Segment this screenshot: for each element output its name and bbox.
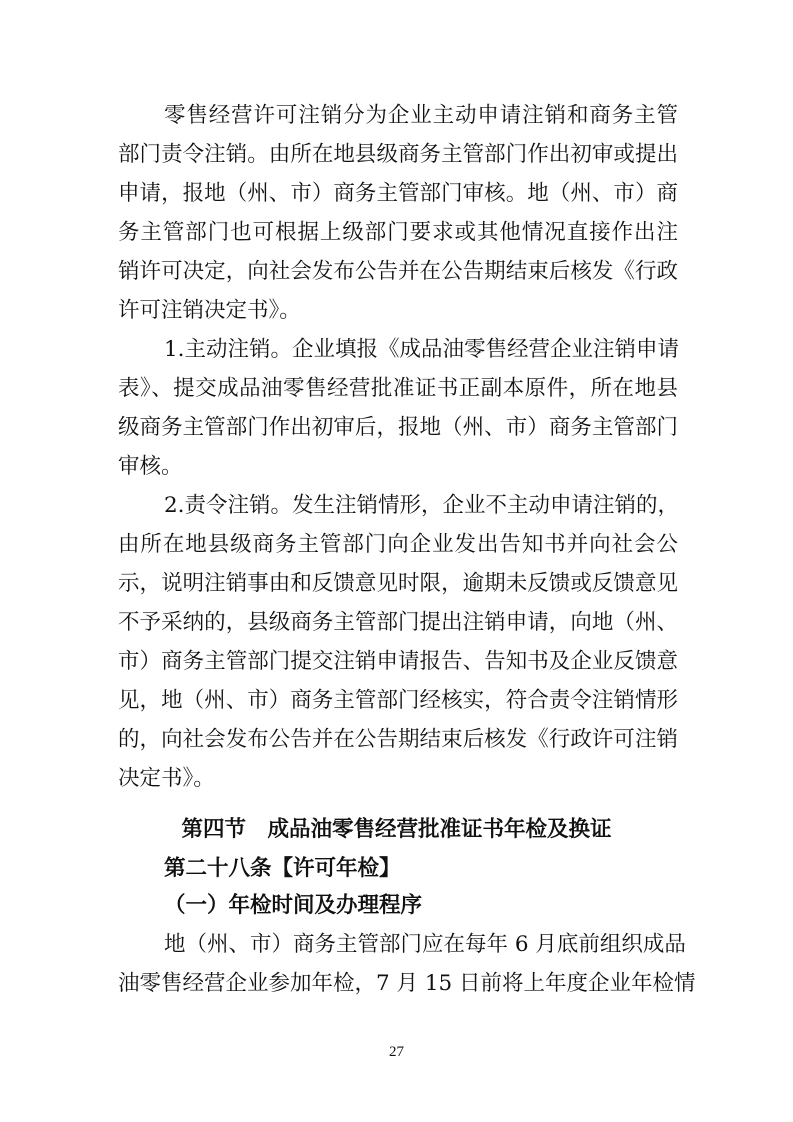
paragraph-1-line-5: 销许可决定，向社会发布公告并在公告期结束后核发《行政 [118, 259, 678, 284]
paragraph-3-line-4: 不予采纳的，县级商务主管部门提出注销申请，向地（州、 [118, 610, 678, 635]
final-paragraph-line-2: 油零售经营企业参加年检，7 月 15 日前将上年度企业年检情 [118, 971, 696, 996]
paragraph-2-line-4: 审核。 [118, 454, 183, 479]
page-number: 27 [389, 1044, 404, 1060]
paragraph-3-line-8: 决定书》。 [118, 766, 215, 791]
paragraph-2-line-3: 级商务主管部门作出初审后，报地（州、市）商务主管部门 [118, 415, 678, 440]
paragraph-3-line-5: 市）商务主管部门提交注销申请报告、告知书及企业反馈意 [118, 649, 678, 674]
article-title: 第二十八条【许可年检】 [164, 856, 401, 881]
paragraph-2-line-1: 1.主动注销。企业填报《成品油零售经营企业注销申请 [164, 337, 680, 362]
paragraph-1-line-4: 务主管部门也可根据上级部门要求或其他情况直接作出注 [118, 220, 678, 245]
paragraph-1-line-3: 申请，报地（州、市）商务主管部门审核。地（州、市）商 [118, 181, 678, 206]
paragraph-3-line-6: 见，地（州、市）商务主管部门经核实，符合责令注销情形 [118, 688, 678, 713]
section-title: 第四节 成品油零售经营批准证书年检及换证 [181, 817, 612, 842]
paragraph-2-line-2: 表》、提交成品油零售经营批准证书正副本原件，所在地县 [118, 376, 678, 401]
subsection-title: （一）年检时间及办理程序 [164, 893, 423, 918]
paragraph-3-line-7: 的，向社会发布公告并在公告期结束后核发《行政许可注销 [118, 727, 678, 752]
final-paragraph-line-1: 地（州、市）商务主管部门应在每年 6 月底前组织成品 [164, 932, 686, 957]
paragraph-3-line-1: 2.责令注销。发生注销情形，企业不主动申请注销的， [164, 493, 680, 518]
paragraph-1-line-6: 许可注销决定书》。 [118, 298, 301, 323]
paragraph-3-line-2: 由所在地县级商务主管部门向企业发出告知书并向社会公 [118, 532, 678, 557]
paragraph-1-line-2: 部门责令注销。由所在地县级商务主管部门作出初审或提出 [118, 142, 678, 167]
paragraph-3-line-3: 示，说明注销事由和反馈意见时限，逾期未反馈或反馈意见 [118, 571, 678, 596]
paragraph-1-line-1: 零售经营许可注销分为企业主动申请注销和商务主管 [164, 103, 678, 128]
